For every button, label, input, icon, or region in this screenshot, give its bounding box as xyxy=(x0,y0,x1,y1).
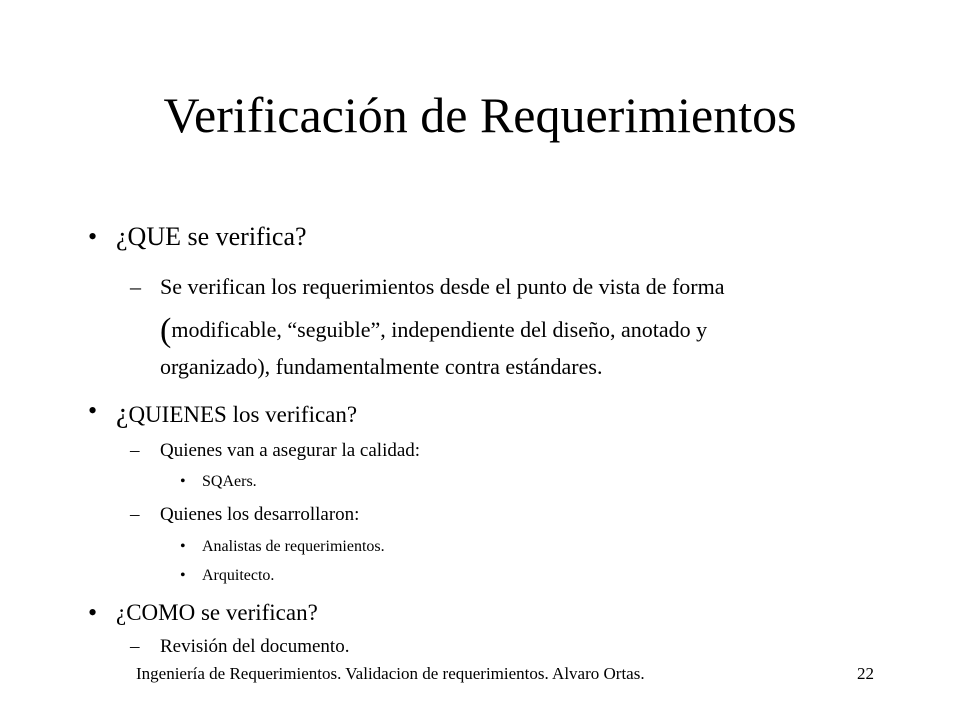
what-detail-line-1: Se verifican los requerimientos desde el punto de vista de forma xyxy=(160,274,725,299)
question-who-text: QUIENES los verifican? xyxy=(128,402,358,427)
who-group-quality-item: SQAers. xyxy=(202,473,257,490)
who-group-developers-item: Analistas de requerimientos. xyxy=(202,538,385,555)
who-group-developers: Quienes los desarrollaron: xyxy=(160,504,360,525)
bullet-marker: • xyxy=(88,598,98,627)
bullet-marker: • xyxy=(88,396,98,425)
who-group-developers-item: Arquitecto. xyxy=(202,567,275,584)
open-paren: ( xyxy=(160,312,172,349)
slide-title: Verificación de Requerimientos xyxy=(163,87,797,143)
footer-text: Ingeniería de Requerimientos. Validacion de requerimientos. Alvaro Ortas. xyxy=(136,664,645,683)
what-detail-line-2 xyxy=(160,314,707,348)
what-detail-line-3: organizado), fundamentalmente contra estándares. xyxy=(160,354,603,379)
small-bullet-marker: • xyxy=(180,538,186,555)
bullet-marker: • xyxy=(88,222,98,251)
dash-marker: – xyxy=(130,440,140,461)
how-detail: Revisión del documento. xyxy=(160,636,350,657)
small-bullet-marker: • xyxy=(180,567,186,584)
small-bullet-marker: • xyxy=(180,473,186,490)
page-number: 22 xyxy=(857,664,874,683)
question-how: ¿COMO se verifican? xyxy=(116,600,318,625)
who-group-quality: Quienes van a asegurar la calidad: xyxy=(160,440,421,461)
dash-marker: – xyxy=(130,636,140,657)
dash-marker: – xyxy=(130,274,141,299)
question-what: ¿QUE se verifica? xyxy=(116,222,307,251)
dash-marker: – xyxy=(130,504,140,525)
question-who xyxy=(116,398,357,430)
what-detail-line-2-text: modificable, “seguible”, independiente del diseño, anotado y xyxy=(171,317,708,342)
question-who-open-mark: ¿ xyxy=(116,398,129,429)
